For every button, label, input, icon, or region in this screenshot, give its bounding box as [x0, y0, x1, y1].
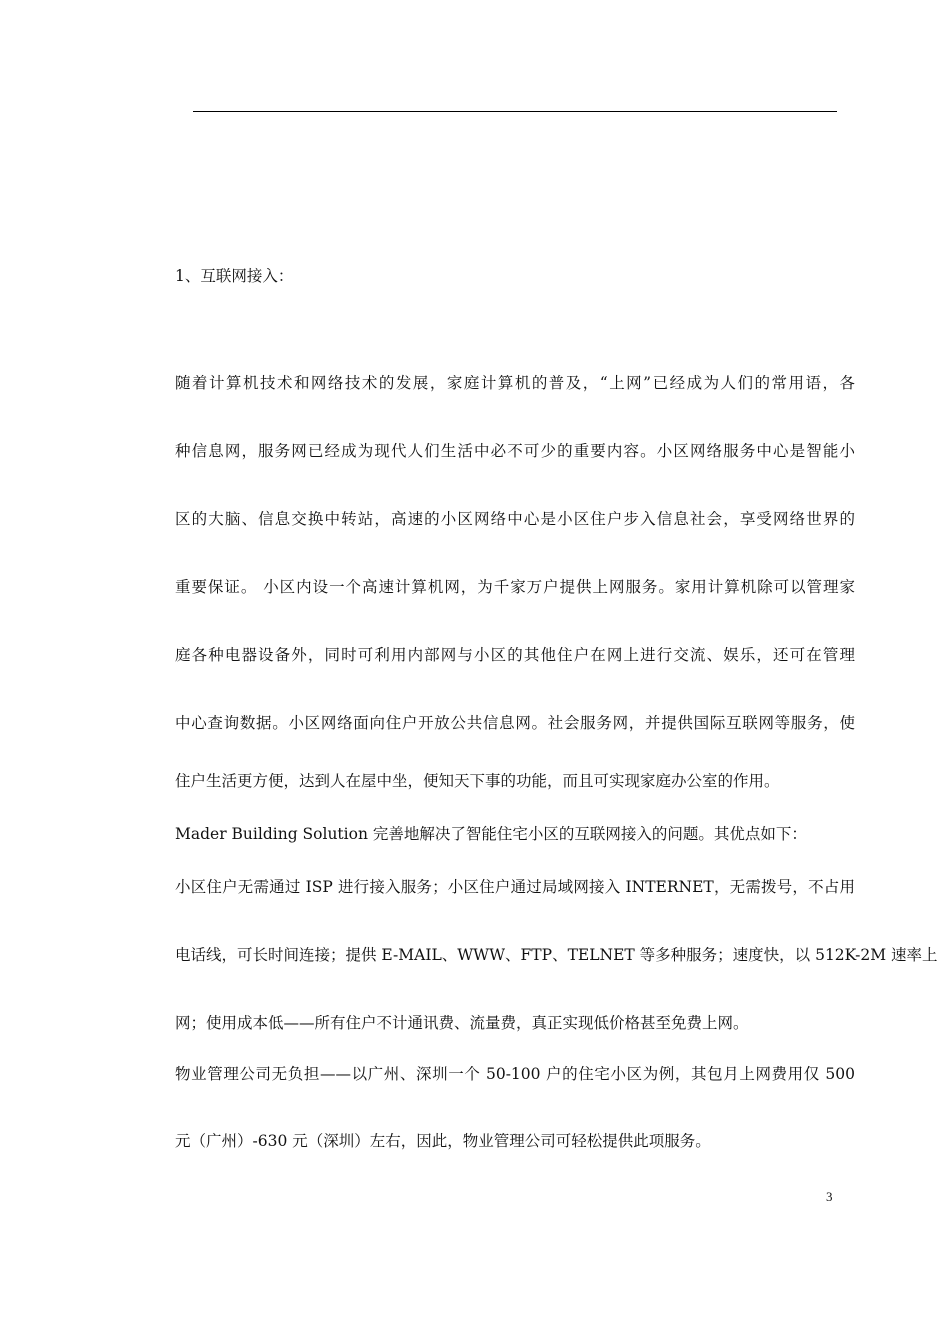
- paragraph-line: 种信息网，服务网已经成为现代人们生活中必不可少的重要内容。小区网络服务中心是智能小: [175, 442, 855, 460]
- paragraph-line: 随着计算机技术和网络技术的发展，家庭计算机的普及，“上网”已经成为人们的常用语，各: [175, 374, 855, 392]
- page-number: 3: [826, 1189, 833, 1204]
- paragraph-line: 区的大脑、信息交换中转站，高速的小区网络中心是小区住户步入信息社会，享受网络世界的: [175, 510, 855, 528]
- paragraph-line: 中心查询数据。小区网络面向住户开放公共信息网。社会服务网，并提供国际互联网等服务，使: [175, 714, 855, 732]
- intro-line: Mader Building Solution 完善地解决了智能住宅小区的互联网接入的问题。其优点如下：: [175, 825, 807, 843]
- paragraph-line: 重要保证。 小区内设一个高速计算机网，为千家万户提供上网服务。家用计算机除可以管理家: [175, 578, 855, 596]
- header-rule: [193, 111, 837, 112]
- section-heading: 1、互联网接入：: [175, 267, 294, 285]
- paragraph-line: 小区住户无需通过 ISP 进行接入服务；小区住户通过局域网接入 INTERNET，无需拨号，不占用: [175, 878, 855, 896]
- paragraph-line: 电话线，可长时间连接；提供 E-MAIL、WWW、FTP、TELNET 等多种服务；速度快，以 512K-2M 速率上: [175, 946, 938, 964]
- paragraph-line: 庭各种电器设备外，同时可利用内部网与小区的其他住户在网上进行交流、娱乐，还可在管理: [175, 646, 855, 664]
- paragraph-line: 住户生活更方便，达到人在屋中坐，便知天下事的功能，而且可实现家庭办公室的作用。: [175, 772, 780, 790]
- paragraph-line: 网；使用成本低——所有住户不计通讯费、流量费，真正实现低价格甚至免费上网。: [175, 1014, 749, 1032]
- paragraph-line: 物业管理公司无负担——以广州、深圳一个 50-100 户的住宅小区为例，其包月上网费用仅 500: [175, 1065, 855, 1083]
- paragraph-line: 元（广州）-630 元（深圳）左右，因此，物业管理公司可轻松提供此项服务。: [175, 1132, 711, 1150]
